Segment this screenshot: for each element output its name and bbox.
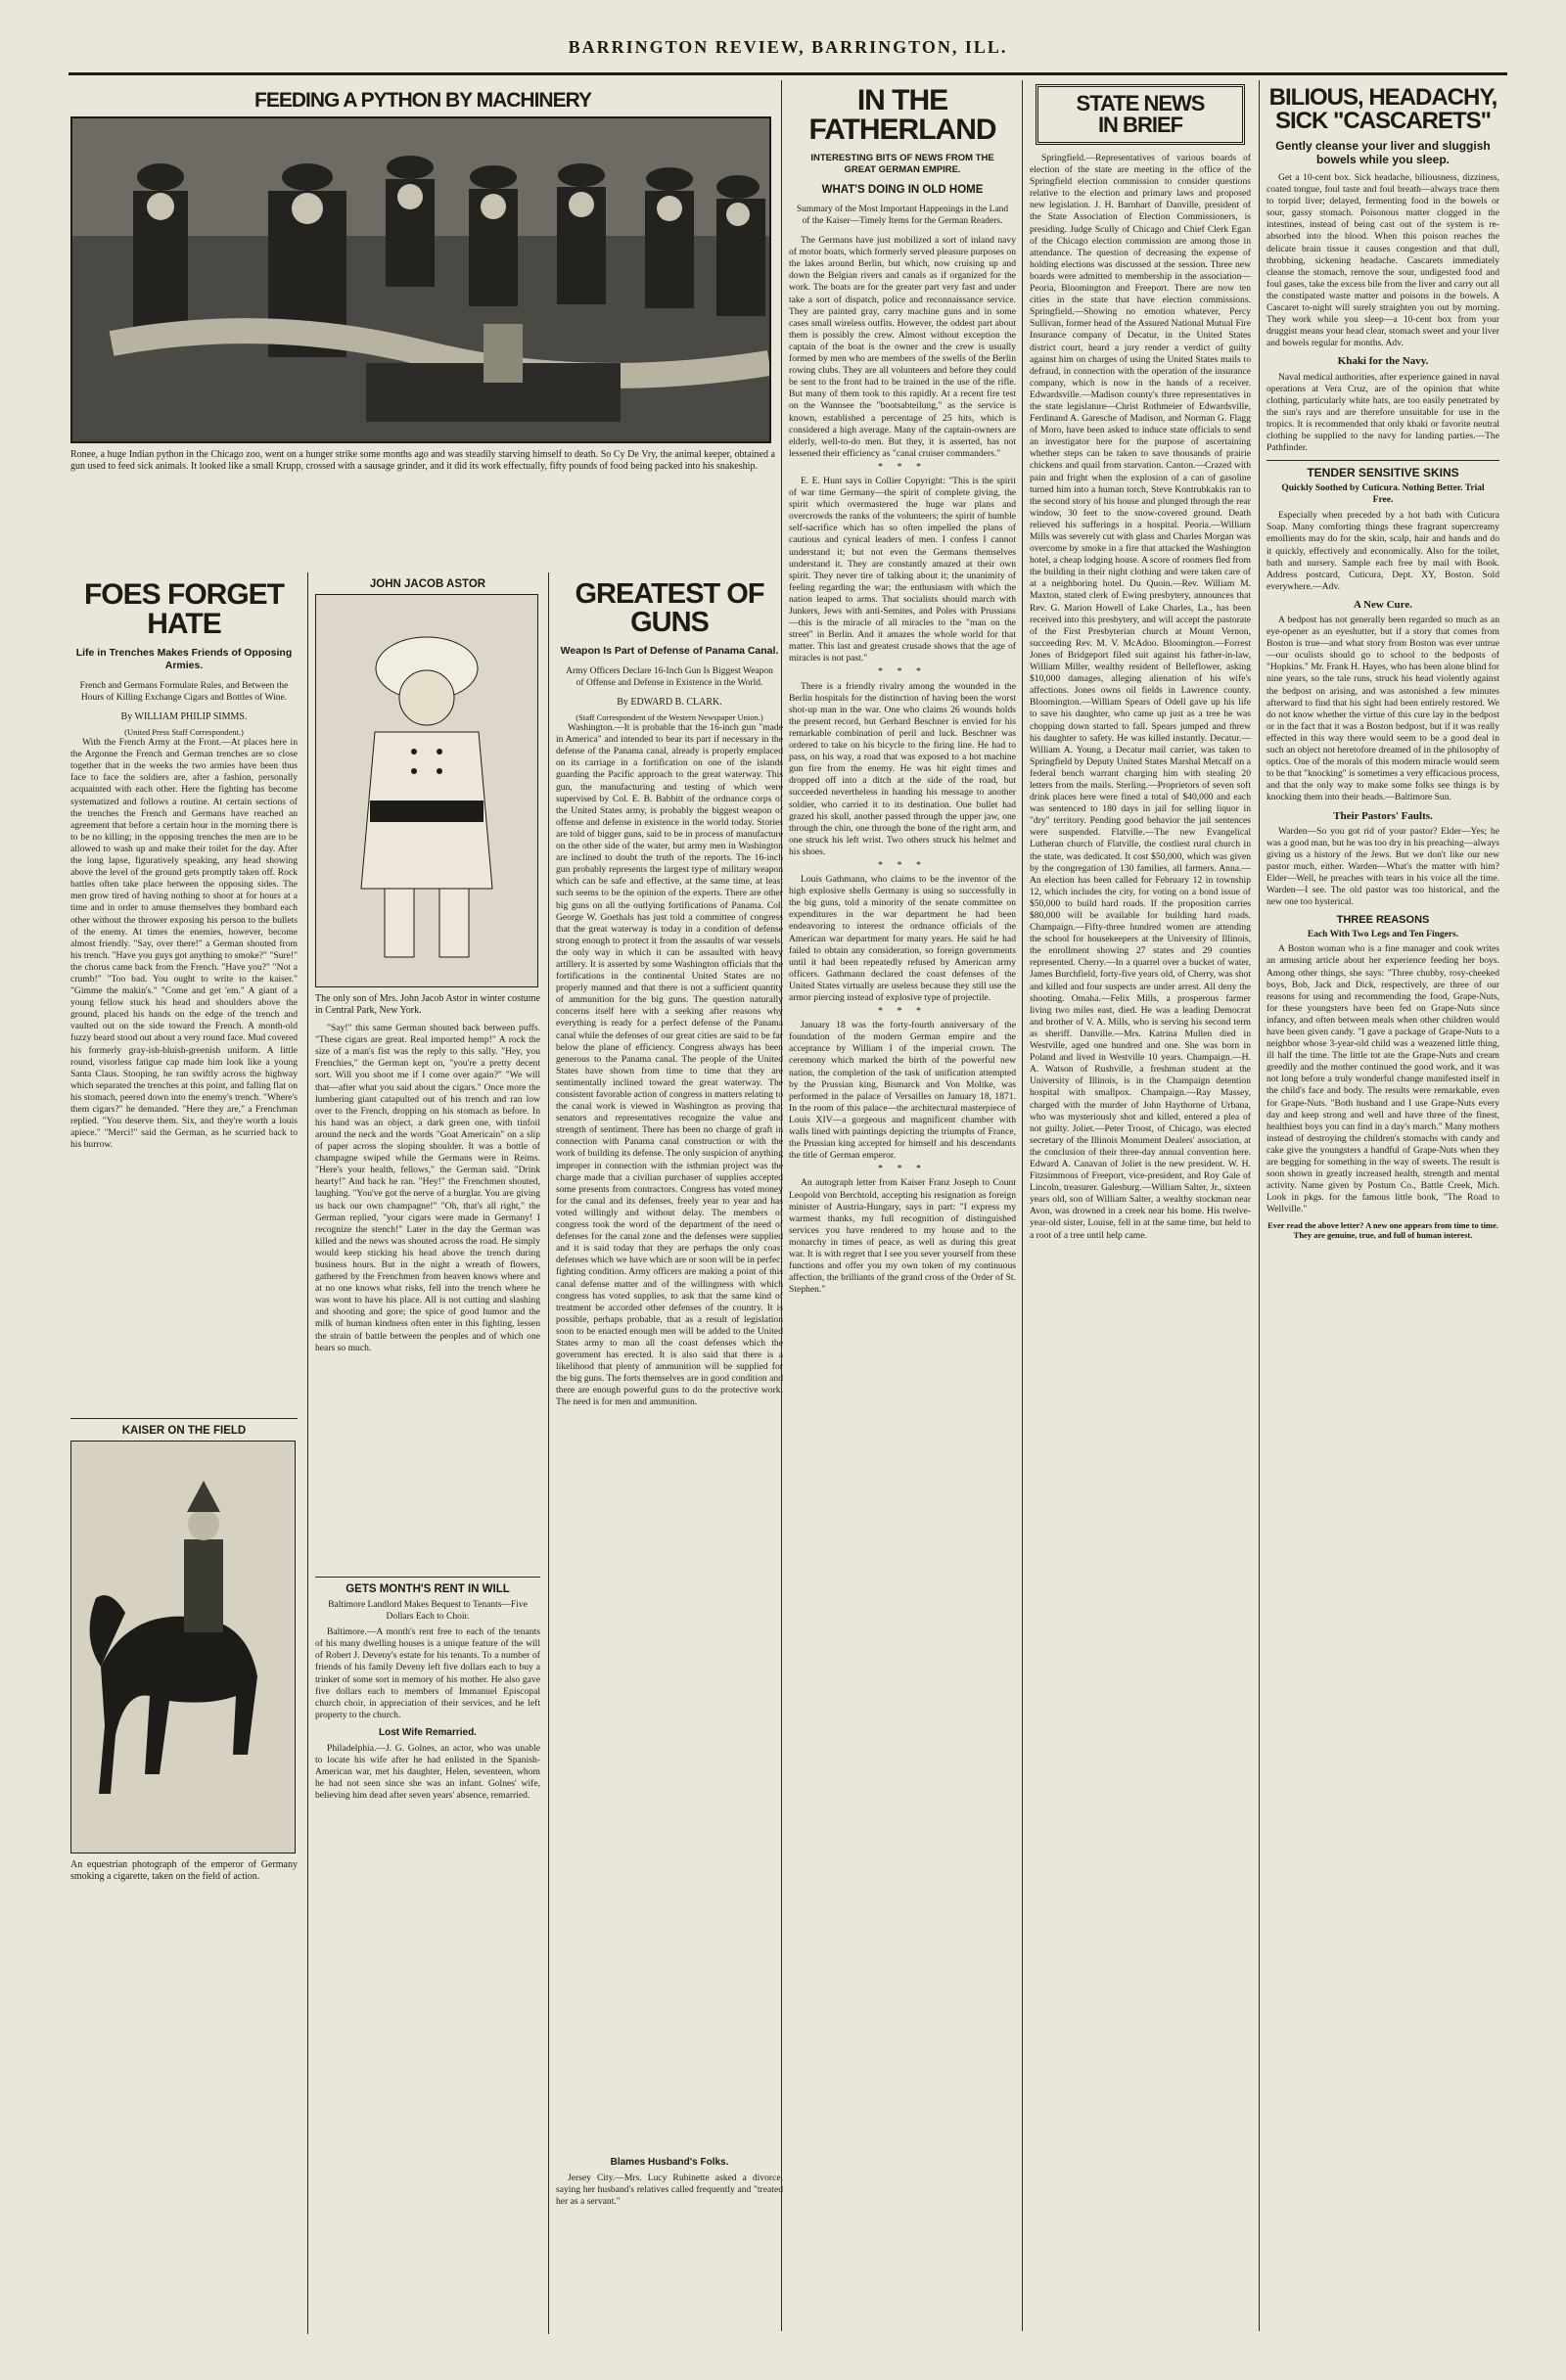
column-6: [1267, 80, 1499, 2331]
column-rule-1: [307, 572, 308, 2334]
separator: * * *: [878, 461, 927, 473]
guns-subhead-3: Blames Husband's Folks.: [610, 2157, 729, 2169]
divider: [70, 1418, 298, 1419]
cascarets-body: Get a 10-cent box. Sick headache, biliousness, dizziness, coated tongue, foul taste and foul breath—always trace them to torpid liver; delayed, fermenting food in the bowels or sour, gassy stomach. Poisonous matter clogged in the intestines, instead of being cast out of the system is re-absorbed into the blood. When this poison reaches the delicate brain tissue it causes congestion and that dull, throbbing, sickening headache. Cascarets immediately cleanse the stomach, remove the sour, undigested food and foul gases, take the excess bile from the liver and carry out all the constipated waste matter and poisons in the bowels. A Cascaret to-night will surely straighten you out by morning. They work while you sleep—a 10-cent box from your druggist means your head clear, stomach sweet and your liver and bowels regular for months. Adv.: [1267, 172, 1499, 349]
pastors-headline: Their Pastors' Faults.: [1333, 809, 1433, 822]
column-rule-4: [1022, 80, 1023, 2331]
guns-subhead-1: Weapon Is Part of Defense of Panama Canal.: [560, 645, 779, 657]
fatherland-subhead-1: INTERESTING BITS OF NEWS FROM THE GREAT GERMAN EMPIRE.: [810, 153, 994, 175]
cuticura-body: Especially when preceded by a hot bath with Cuticura Soap. Many comforting things these fragrant supercreamy emollients may do for the skin, scalp, hair and hands and do it quickly, effectively and economically. Also for the toilet, bath and nursery. Sample each free by mail with Book. Address postcard, Cuticura, Dept. XY, Boston. Sold everywhere.—Adv.: [1267, 510, 1499, 592]
fatherland-subhead-3: Summary of the Most Important Happenings in the Land of the Kaiser—Timely Items for the German Readers.: [796, 205, 1009, 227]
python-caption: Ronee, a huge Indian python in the Chicago zoo, went on a hunger strike some months ago and was steadily starving himself to death. So Cy De Vry, the animal keeper, obtained a gun used to feed sick animals. It looked like a small Krupp, crossed with a sausage grinder, and it did its work effectually, fifty pounds of food being packed into his snakeship.: [70, 449, 775, 472]
grapenuts-body: A Boston woman who is a fine manager and cook writes an amusing article about her experience feeding her boys. Among other things, she says: "Three chubby, rosy-cheeked boys, Bob, Jack and Dick, respectively, are three of our reasons for using and recommending the food, Grape-Nuts, for these youngsters have been fed on Grape-Nuts since infancy, and often between meals when other children would have been given candy. "I gave a package of Grape-Nuts to a neighbor whose 3-year-old child was a weazened little thing, ill half the time. The little tot ate the Grape-Nuts and cream greedily and the mother continued the good work, and it was not long before a truly wonderful change manifested itself in the child's face and body. The results were remarkable, even for Grape-Nuts. "Both husband and I use Grape-Nuts every day and keep strong and well and have three of the finest, healthiest boys you can find in a day's march." Many mothers instead of destroying the children's stomachs with candy and cake give the youngsters a handful of Grape-Nuts when they are begging for something in the way of sweets. The result is soon shown in greatly increased health, strength and mental activity. Name given by Postum Co., Battle Creek, Mich. Look in pkgs. for the famous little book, "The Road to Wellville.": [1267, 943, 1499, 1215]
column-3: [556, 572, 783, 2334]
astor-body: "Say!" this same German shouted back between puffs. "These cigars are great. Real imported hemp!" A rock the size of a man's fist was the reply to this sally. "Hey, you Frenchies," the German kept on, "you're a pretty decent sort. Will you shoot me if I come over again?" "We will that—after what you said about the cigars." Once more the lumbering giant catapulted out of his trench and ran low over to the French, dropping on his stomach as before. In his hand was an object, a dark green one, with tinfoil around the neck and the words "Goat Americain" on a slip of paper across the sloping shoulder. It was a bottle of champagne swiped while the Germans were in Reims. "Here's your health, fellows," the German said. "Drink hearty!" And back he ran. "Hey!" the Frenchmen shouted, laughing. "You've got the nerve of a burglar. You are giving us back our own champagne!" "Oh, that's all right," the German replied, "your cigars were made in Germany! I recognize the stench!" Later in the day the German was killed and the news was shouted across the road. He simply would keep sticking his head above the trench during business hours. But in the night a wreath of flowers, gathered by the Frenchmen from heaven knows where and at no one knows what risks, fell into the trench where he was wont to have his place. All is not cutting and slashing and shooting and gore; the spice of good humor and the milk of human kindness often enter in this fighting, lessen the strain of battle between the peoples and of which one hears so much.: [315, 1023, 540, 1353]
kaiser-caption: An equestrian photograph of the emperor of Germany smoking a cigarette, taken on the field of action.: [70, 1859, 298, 1883]
guns-body-3: Jersey City.—Mrs. Lucy Rubinette asked a divorce, saying her husband's relatives called frequently and "treated her as a servant.": [556, 2173, 783, 2208]
python-headline: FEEDING A PYTHON BY MACHINERY: [254, 89, 591, 112]
child-winter-costume-illustration: [316, 595, 537, 986]
column-4: [789, 80, 1016, 2331]
python-photo: [70, 116, 771, 443]
column-1: [70, 572, 298, 2334]
column-rule-5: [1259, 80, 1260, 2331]
python-feature: [70, 80, 775, 570]
separator: * * *: [878, 666, 927, 678]
rent-headline: GETS MONTH'S RENT IN WILL: [345, 1583, 510, 1596]
state-news-body: Springfield.—Representatives of various boards of election of the state are meeting in the office of the Springfield election commission to consider questions relative to the election and primary laws and proposed new legislation. J. H. Barnhart of Danville, president of the State Association of Election Commissioners, is presiding. Judge Scully of Chicago and Chief Clerk Egan of the Chicago election commission are among those in attendance. The question of decreasing the expense of holding elections was discussed at the session. Three new boards were admitted to membership in the association—Peoria, Bloomington and Freeport. There are now ten cities in the state that have election commissions. Springfield.—Showing no emotion whatever, Percy Sullivan, former head of the Assured National Mutual Fire Insurance company of Decatur, in the United States district court, heard a jury render a verdict of guilty against him on charges of using the United States mails to defraud, in connection with the operation of the insurance company, which is now in the hands of a receiver. Edwardsville.—Madison county's three representatives in the state legislature—Christ Rothmeier of Edwardsville, Ferdinand A. Garesche of Madison, and Norman G. Flagg of Moro, have been asked to induce state officials to send an investigator here for the purpose of ascertaining whether steps can be taken to save thousands of prairie chickens and quail from starvation. Canton.—Crazed with pain and fright when the explosion of a can of gasoline turned him into a human torch, Steve Kontrubkakis ran to the second story of his house and plunged through the rear window, 30 feet to the snow-covered ground. Death relieved his sufferings in a hospital. Peoria.—William Mills was severely cut with glass and Charles Morgan was overcome by smoke in a fire that attacked the Washington hotel, a cheap lodging house. A score of roomers fled from the building in their night clothing and were taken care of at a neighboring hotel. Du Quoin.—Rev. William M. Maxton, stated clerk of Ewing presbytery, announces that Rev. G. Marion Howell of Lake Charles, La., has been received into this presbytery, and will accept the pastorate of the First Presbyterian church at Mount Vernon, succeeding Rev. M. V. McAdoo. Bloomington.—Forrest Jones of Bridgeport filed suit against his father-in-law, William Miller, wealthy resident of Belleflower, asking $10,000 damages, alleging alienation of his wife's affections. Jones owns oil fields in Lawrence county. Bloomington.—William Spears of Odell gave up his life to save his daughter, who came up just as a tree he was chopping down started to fall. Spears jumped and threw his daughter to safety. He was killed instantly. Decatur.—William A. Young, a Decatur mail carrier, was taken to Springfield by Deputy United States Marshal Metcalf on a federal bench warrant charging him with stealing 20 letters from the mails. Sterling.—Proprietors of seven soft drink places here were fined a total of $40,000 and each was sentenced to 180 days in jail for selling liquor in "dry" territory. Pending good behavior the jail sentences were suspended. Flatville.—The new Evangelical Lutheran church of Flatville, the costliest rural church in the state, was dedicated. It cost $50,000, which was given by the congregation of 130 families, all farmers. Anna.—An election has been called for February 12 in township 12, which includes the city, for voting on a bond issue of $50,000 to build hard roads. If the proposition carries $80,000 will be available for building hard roads. Champaign.—Fifty-three hundred women are attending the school for housekeepers at the University of Illinois, the enrollment showing 27 states and 29 counties represented. Cherry.—In a quarrel over a bucket of water, James Burchfield, forty-five years old, of Cherry, was shot and killed and four suspects are under arrest. All deny the shooting. Omaha.—Felix Mills, a prosperous farmer living two miles east, died. He was a leading Democrat and brother of V. A. Mills, who is serving his second term as sheriff. Danville.—Mrs. Katrina Mullen died in Westville, aged one hundred and one. She was born in Poland and lived in Westville 10 years. Champaign.—H. A. Watson of Rushville, a freshman student at the University of Illinois, is in the Champaign detention hospital with smallpox. Champaign.—Ray Massey, charged with the murder of John Haythorne of Urbana, who was mysteriously shot and killed, entered a plea of not guilty. Joliet.—Peter Troost, of Chicago, was elected secretary of the Illinois Monument Dealers' association, at the conclusion of their three-day annual convention here. Edward A. Canavan of Joliet is the new president. W. H. Fitzsimmons of Freeport, vice-president, and Roy Gale of Lincoln, treasurer. Galesburg.—William Salter, Jr., sixteen years old, son of William Salter, a wealthy stockman near Avon, was drowned in a creek near his home. His twelve-year-old sister, Louise, fell in at the same time, but held to a root of a tree until help came.: [1030, 153, 1251, 1241]
khaki-headline: Khaki for the Navy.: [1337, 355, 1429, 368]
foes-credit: (United Press Staff Correspondent.): [124, 727, 244, 738]
python-feeding-illustration: [72, 118, 769, 441]
cascarets-headline-2: SICK "CASCARETS": [1274, 108, 1492, 134]
masthead-rule: [69, 72, 1507, 75]
kaiser-photo: [70, 1441, 296, 1854]
state-news-headline-1: STATE NEWS: [1076, 91, 1205, 115]
grapenuts-footer: Ever read the above letter? A new one appears from time to time. They are genuine, true, and full of human interest.: [1267, 1219, 1498, 1240]
cure-body: A bedpost has not generally been regarded so much as an eye-opener as an eyeshutter, but if a story that comes from Boston is true—and what story from Boston was ever untrue—our oculists should go to school to the bedposts of "Hopkins." Mr. Frank H. Hayes, who has been alone blind for nine years, so the tale runs, struck his head violently against the bedpost on arising, and was astonished a few minutes afterward to find that his sight had been entirely restored. We do not know whether the virtue of this cure lay in the bedpost or in the fact that it was a Boston bedpost, but if it was really effected in this way there would seem to be a good deal in such an object not heretofore dreamed of in the philosophy of optics. One of the morals of this modern miracle would seem to be that "knocking" is sometimes a very efficacious process, and that the only way to make some folks see things is by knocking them into their heads.—Baltimore Sun.: [1267, 615, 1499, 803]
divider: [1267, 460, 1499, 461]
foes-byline: By WILLIAM PHILIP SIMMS.: [120, 711, 248, 722]
kaiser-headline: KAISER ON THE FIELD: [121, 1425, 247, 1438]
rent-body: Baltimore.—A month's rent free to each of the tenants of his many dwelling houses is a unique feature of the will of Robert J. Deveny's estate for his tenants. To a number of friends of his family Deveny left five dollars each to buy a trinket of some sort in memory of his mother. He also gave five dollars each to members of Immanuel Episcopal church choir, in appreciation of their services, and he left property to the church.: [315, 1626, 540, 1720]
rent-subhead-2: Lost Wife Remarried.: [379, 1726, 477, 1738]
separator: * * *: [878, 1006, 927, 1018]
separator: * * *: [878, 859, 927, 871]
astor-headline: JOHN JACOB ASTOR: [369, 578, 486, 590]
column-rule-2: [548, 572, 549, 2334]
fatherland-headline: IN THE FATHERLAND: [808, 84, 996, 146]
guns-byline: By EDWARD B. CLARK.: [617, 697, 722, 708]
khaki-body: Naval medical authorities, after experience gained in naval operations at Vera Cruz, are of the opinion that white clothing, particularly white hats, are too easily penetrated by the sun's rays and are therefore unsuitable for use in the tropics. It is recommended that only khaki or favorite neutral clothing be supplied to the navy for landing parties.—The Pathfinder.: [1267, 371, 1499, 454]
masthead: BARRINGTON REVIEW, BARRINGTON, ILL.: [568, 37, 1008, 57]
rent-body-2: Philadelphia.—J. G. Golnes, an actor, who was unable to locate his wife after he had enlisted in the Spanish-American war, met his daughter, Helen, seventeen, whom he had not seen since she was an infant. Golnes' wife, believing him dead after seven years' absence, remarried.: [315, 1743, 540, 1802]
fatherland-body-3: There is a friendly rivalry among the wounded in the Berlin hospitals for the distinction of having been the worst shot-up man in the war. One who claims 26 wounds holds the present record, but Gerhard Beschner is envied for his remarkable combination of peril and luck. Beschner was ordered to take on his bicycle to the firing line. He had to pass, on his way, a road that was exposed to a hot machine gun fire from the enemy. He was hit eight times and dropped off into a ditch at the side of the road, but succeeded nevertheless in handing his message to another soldier, who carried it to its destination. One bullet had grazed his skull, another passed through the upper jaw, one through the chin, one through the bone of the right arm, and one struck his left wrist. Two others struck his helmet and his shoes.: [789, 680, 1016, 857]
column-2: [315, 572, 540, 2334]
cascarets-subhead: Gently cleanse your liver and sluggish bowels while you sleep.: [1275, 139, 1491, 166]
state-news-headline-2: IN BRIEF: [1097, 113, 1183, 137]
cure-headline: A New Cure.: [1354, 598, 1412, 611]
grapenuts-headline: THREE REASONS: [1336, 914, 1430, 927]
guns-body: Washington.—It is probable that the 16-inch gun "made in America" and intended to bear its part if necessary in the defense of the Panama canal, already is properly emplaced on its carriage in a fortification on one of the islands guarding the Pacific approach to the great waterway. This gun, the manufacturing and testing of which were supervised by Col. E. B. Babbitt of the ordnance corps of the United States army, is probably the biggest weapon of offense and defense in existence in the world today. Stories are told of bigger guns, said to be in process of manufacture on the other side of the water, but army men in Washington are inclined to doubt the truth of the reports. The 16-inch gun probably represents the largest type of military weapon which can be safe and effective, at the same time, at least such seems to be the opinion of the experts. There are other big guns on all the outlying fortifications of Panama. Col. George W. Goethals has just told a committee of congress that the great waterway is today in a condition of defense strong enough to protect it from the assaults of war vessels, the only way in which it can be assaulted with heavy artillery. It is asserted by some Washington officials that the fortifications in the continental United States are not properly manned and that there is not a sufficient quantity of ammunition for the big guns. The question naturally concerns itself here with a seeking after reasons why everything is ready for a perfect defense of the Panama canal while the defenses of our great cities are said to be far below the plane of efficiency. Congress always has been generous to the Panama canal. The people of the United States have shown from time to time that they are sentimentally inclined toward the great waterway. The consistent favorable action of congress in matters relating to the canal work is viewed in Washington as proving that senators and representatives recognize the value and strength of sentiment. There has been no charge of graft in connection with Panama canal construction or with the work of building its defense. The only suspicion of anything improper in connection with the isthmian project was the charge made that a civilian purchaser of supplies accepted some presents from contractors. Congress has voted money for the canal and its defenses, freely year to year and has voted willingly and without delay. The members of congress took the word of the department of the need of defenses for the canal zone and the defenses were supplied and it is said today that they are perhaps the only coast defenses which we have which are or soon will be in perfect fighting condition. Army officers are making a point of this canal defense matter and of the willingness with which congress has voted supplies, to ask that the same kind of treatment be accorded other defenses of the country. It is possible, perhaps probable, that as a result of legislation soon to be enacted enough men will be added to the United States army to man all the coast defenses which the government has erected. It is also said that there is a likelihood that plenty of ammunition will be supplied for the big guns. The forts themselves are in good condition and there are enough powerful guns to do the protective work. The need is for men and ammunition.: [556, 722, 783, 1408]
fatherland-body-6: An autograph letter from Kaiser Franz Joseph to Count Leopold von Berchtold, accepting his resignation as foreign minister of Austria-Hungary, says in part: "I express my warmest thanks, my full recognition of distinguished services you have rendered to my house and to the monarchy in times of peace, as well as during this great war. It is with regret that I see you sever yourself from these functions and offer you my own token of my continuous affection, the brilliants of the grand cross of the Order of St. Stephen.": [789, 1177, 1016, 1296]
fatherland-body-1: The Germans have just mobilized a sort of inland navy of motor boats, which formerly served pleasure purposes on the lakes around Berlin, but which, now cruising up and down the Belgian rivers and canals as if organized for the work. The boats are for the greater part very fast and under take a sort of dispatch, police and reconnaissance service. They are painted gray, carry machine guns and in some cases small wireless outfits. However, the oddest part about them is possibly the crew. Almost without exception the captain of the boat is the owner and the crew is usually formed by men who are members of the swells of the Berlin rowing clubs. They are all volunteers and before they could be sent to the front had to be trained in the use of the rifle. But many of them took to this rapidly. At a recent fire test on the Wannsee the "bootsabteilung," as the service is known, established a percentage of 25 hits, which is considered a high average. Many of the captain-owners are elderly, well-to-do men. But they, it is asserted, has not lessened their efficiency as "canal cruiser commanders.": [789, 235, 1016, 459]
guns-credit: (Staff Correspondent of the Western Newspaper Union.): [576, 712, 763, 723]
foes-subhead-1: Life in Trenches Makes Friends of Opposing Armies.: [75, 647, 293, 671]
foes-body: With the French Army at the Front.—At places here in the Argonne the French and German trenches are so close together that in the weeks the two armies have been thus face to face the soldiers are, after a fashion, personally acquainted with each other. Here the fighting has become systematized and follows a routine. At certain sections of the trenches the French and Germans have reached an agreement that before a certain hour in the morning there is to be no killing; in the opposing trenches the men are to be allowed to wash up and make their toilet for the day. After the long lapse, figuratively speaking, any head showing above the level of the ground gets promptly taken off. Rock battles often take place between the opposing sides. The men grow tired of having nothing to shoot at for hours at a time and in order to amuse themselves they bombard each other without the thrower exposing his person to the bullets of the enemy. At times the enemies, however, become almost friendly. "Say, over there!" a German shouted from his trench. "Have you guys got anything to smoke?" "Sure!" the chorus came back from the French. "Have you?" "Not a crumb!" "Too bad. You ought to write to the kaiser." "Gimme the makin's." "Come and get 'em." A giant of a young fellow stuck his head and shoulders above the ground, placed his hands on the edge of the trench and vaulted out on the side toward the French. A month-old fuzzy beard stood out about a very round face. Mud covered his formerly gray-ish-bluish-greenish uniform. A little round, visorless fatigue cap made him look like a young Santa Claus. Stooping, he ran swiftly across the highway which separated the trenches at this point, and falling flat on his stomach, peered down into the enemy's trench. "Where's them cigars?" he demanded. "Here they are," a Frenchman replied. "You deserve them. Six, and they're worth a louis apiece." "Merci!" said the German, as he scurried back to his burrow.: [70, 737, 298, 1151]
fatherland-body-2: E. E. Hunt says in Collier Copyright: "This is the spirit of war time Germany—the spirit of complete giving, the spirit which overmastered the huge war plans and overcrowds the ranks of the volunteers; the spirit of humble self-sacrifice which has so often impelled the plans of cautious and cynical leaders of men. I confess I cannot understand it; but not even the Germans themselves understand it. They are constantly amazed at their own spirit. They never tire of talking about it; the unanimity of feeling regarding the war; the enthusiasm with which the nation leaped to arms. That socialists should march with Junkers, Jews with anti-Semites, and Poles with Prussians—this is the miracle of all miracles to the "man on the street" in Berlin. And it amazes the whole world for that matter. This last and greatest crusade shows that the age of miracles is not past.": [789, 475, 1016, 664]
equestrian-kaiser-illustration: [71, 1442, 295, 1853]
guns-headline: GREATEST OF GUNS: [575, 578, 764, 638]
rent-subhead: Baltimore Landlord Makes Bequest to Tenants—Five Dollars Each to Choir.: [328, 1600, 528, 1623]
astor-photo: [315, 594, 538, 987]
column-5: [1030, 80, 1251, 2331]
grapenuts-subhead: Each With Two Legs and Ten Fingers.: [1307, 930, 1459, 940]
fatherland-body-5: January 18 was the forty-fourth anniversary of the foundation of the modern German empire and the acceptance by William I of the imperial crown. The ceremony which marked the birth of the powerful new nation, the completion of the task of unification attempted by the Prussian king, Bismarck and Von Moltke, was performed in the palace of Versailles on January 18, 1871. In the room of this palace—the architectural masterpiece of Louis XIV—a gorgeous and magnificent chamber with walls lined with paintings depicting the triumphs of France, the Prussian king accepted for himself and his descendants the title of German emperor.: [789, 1020, 1016, 1162]
cuticura-headline: TENDER SENSITIVE SKINS: [1307, 466, 1459, 481]
fatherland-body-4: Louis Gathmann, who claims to be the inventor of the high explosive shells Germany is using so successfully in the big guns, told a minority of the senate committee on expenditures in the war department he had been endeavoring to interest the ordnance officials of the American war department for many years. He said he had failed to obtain any consideration, so foreign governments until it had been repeatedly refused by American army officers. Gathmann declared the coast defenses of the United States virtually are useless because they still use the armor piercing instead of explosive type of projectile.: [789, 874, 1016, 1003]
column-rule-3: [781, 80, 782, 2331]
pastors-body: Warden—So you got rid of your pastor? Elder—Yes; he was a good man, but he was too dry in his preaching—always giving us a history of the Jews. But we don't like our new pastor much, either. Warden—What's the matter with him? Elder—Well, he preaches with tears in his voice all the time. Warden—I see. The old pastor was too historical, and the new one too hysterical.: [1267, 825, 1499, 908]
divider: [315, 1577, 540, 1578]
astor-caption: The only son of Mrs. John Jacob Astor in winter costume in Central Park, New York.: [315, 993, 540, 1017]
cascarets-headline-1: BILIOUS, HEADACHY,: [1268, 84, 1497, 111]
state-news-headline-box: [1036, 84, 1245, 145]
foes-subhead-2: French and Germans Formulate Rules, and Between the Hours of Killing Exchange Cigars and Bottles of Wine.: [79, 681, 289, 703]
separator: * * *: [878, 1164, 927, 1175]
foes-headline: FOES FORGET HATE: [83, 578, 284, 640]
fatherland-subhead-2: WHAT'S DOING IN OLD HOME: [821, 184, 984, 196]
cuticura-subhead: Quickly Soothed by Cuticura. Nothing Better. Trial Free.: [1281, 483, 1485, 506]
guns-subhead-2: Army Officers Declare 16-Inch Gun Is Biggest Weapon of Offense and Defense in Existence in the World.: [566, 666, 773, 688]
